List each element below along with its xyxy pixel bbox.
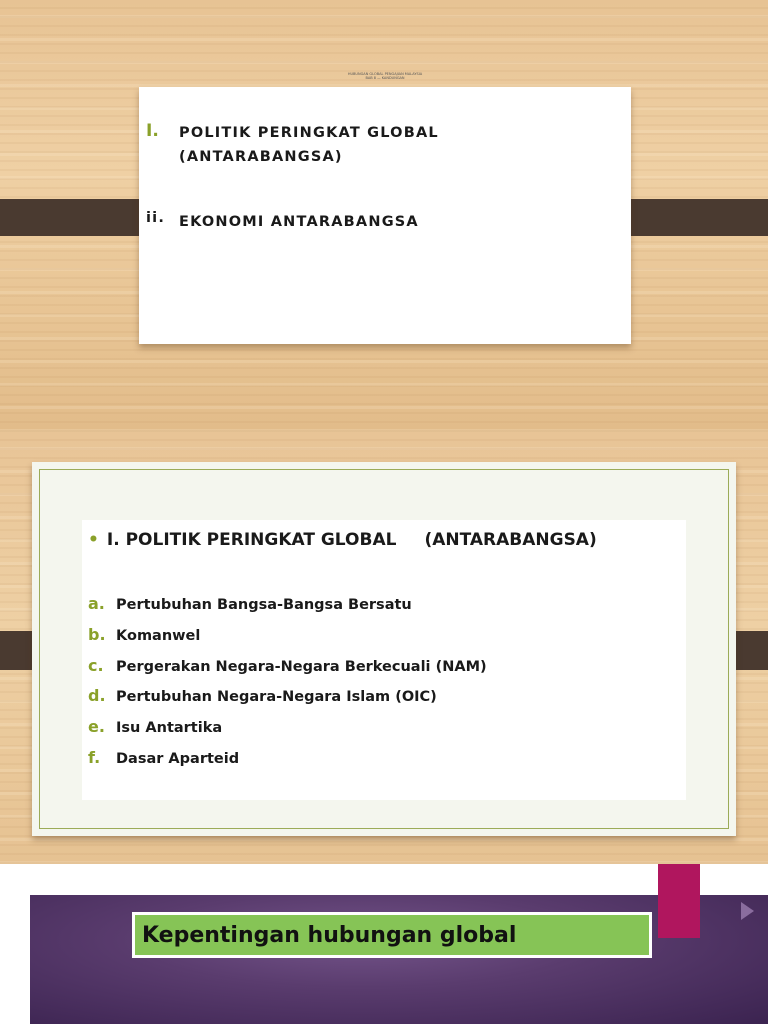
list-marker: c. (88, 656, 104, 675)
list-item (88, 656, 487, 675)
list-marker: e. (88, 717, 105, 736)
slide-3-title-box (132, 912, 652, 958)
list-item (88, 686, 437, 705)
item-marker: ii. (146, 210, 166, 226)
list-item (88, 748, 239, 767)
slide-3 (0, 864, 768, 1024)
bullet-icon: • (88, 530, 99, 550)
list-text: Dasar Aparteid (116, 751, 240, 767)
list-text: Pergerakan Negara-Negara Berkecuali (NAM) (116, 659, 487, 675)
arrow-right-icon (741, 902, 754, 920)
heading-part-2: (ANTARABANGSA) (424, 530, 597, 550)
item-text: EKONOMI ANTARABANGSA (179, 214, 419, 230)
tiny-header-line-1: HUBUNGAN GLOBAL PENGAJIAN MALAYSIA (347, 72, 423, 76)
list-marker: f. (88, 748, 101, 767)
list-text: Komanwel (116, 628, 201, 644)
slide-1-item-1 (146, 121, 439, 169)
decor-bar-left (0, 199, 140, 236)
magenta-accent-bar (658, 864, 700, 938)
list-marker: d. (88, 686, 106, 705)
item-text (179, 121, 439, 169)
list-text: Pertubuhan Bangsa-Bangsa Bersatu (116, 597, 412, 613)
slide-2-heading (88, 530, 597, 550)
item-marker: I. (146, 121, 159, 141)
list-item (88, 594, 412, 613)
list-item (88, 717, 222, 736)
slide-1 (0, 0, 768, 432)
tiny-header-line-2: BAB 8 — KANDUNGAN (365, 76, 405, 80)
item-text-line-1: POLITIK PERINGKAT GLOBAL (179, 125, 439, 141)
slide-3-title: Kepentingan hubungan global (142, 922, 517, 948)
slide-2-content-card (32, 462, 736, 836)
item-text-line-2: (ANTARABANGSA) (179, 149, 343, 165)
list-text: Isu Antartika (116, 720, 223, 736)
slide-1-item-2 (146, 210, 419, 234)
list-marker: a. (88, 594, 105, 613)
slide-2-text-area (82, 520, 686, 800)
decor-bar-right (630, 199, 768, 236)
list-text: Pertubuhan Negara-Negara Islam (OIC) (116, 689, 437, 705)
heading-part-1: I. POLITIK PERINGKAT GLOBAL (106, 530, 397, 550)
list-marker: b. (88, 625, 106, 644)
slide-2 (0, 432, 768, 864)
slide-1-tiny-header (270, 72, 500, 80)
list-item (88, 625, 200, 644)
